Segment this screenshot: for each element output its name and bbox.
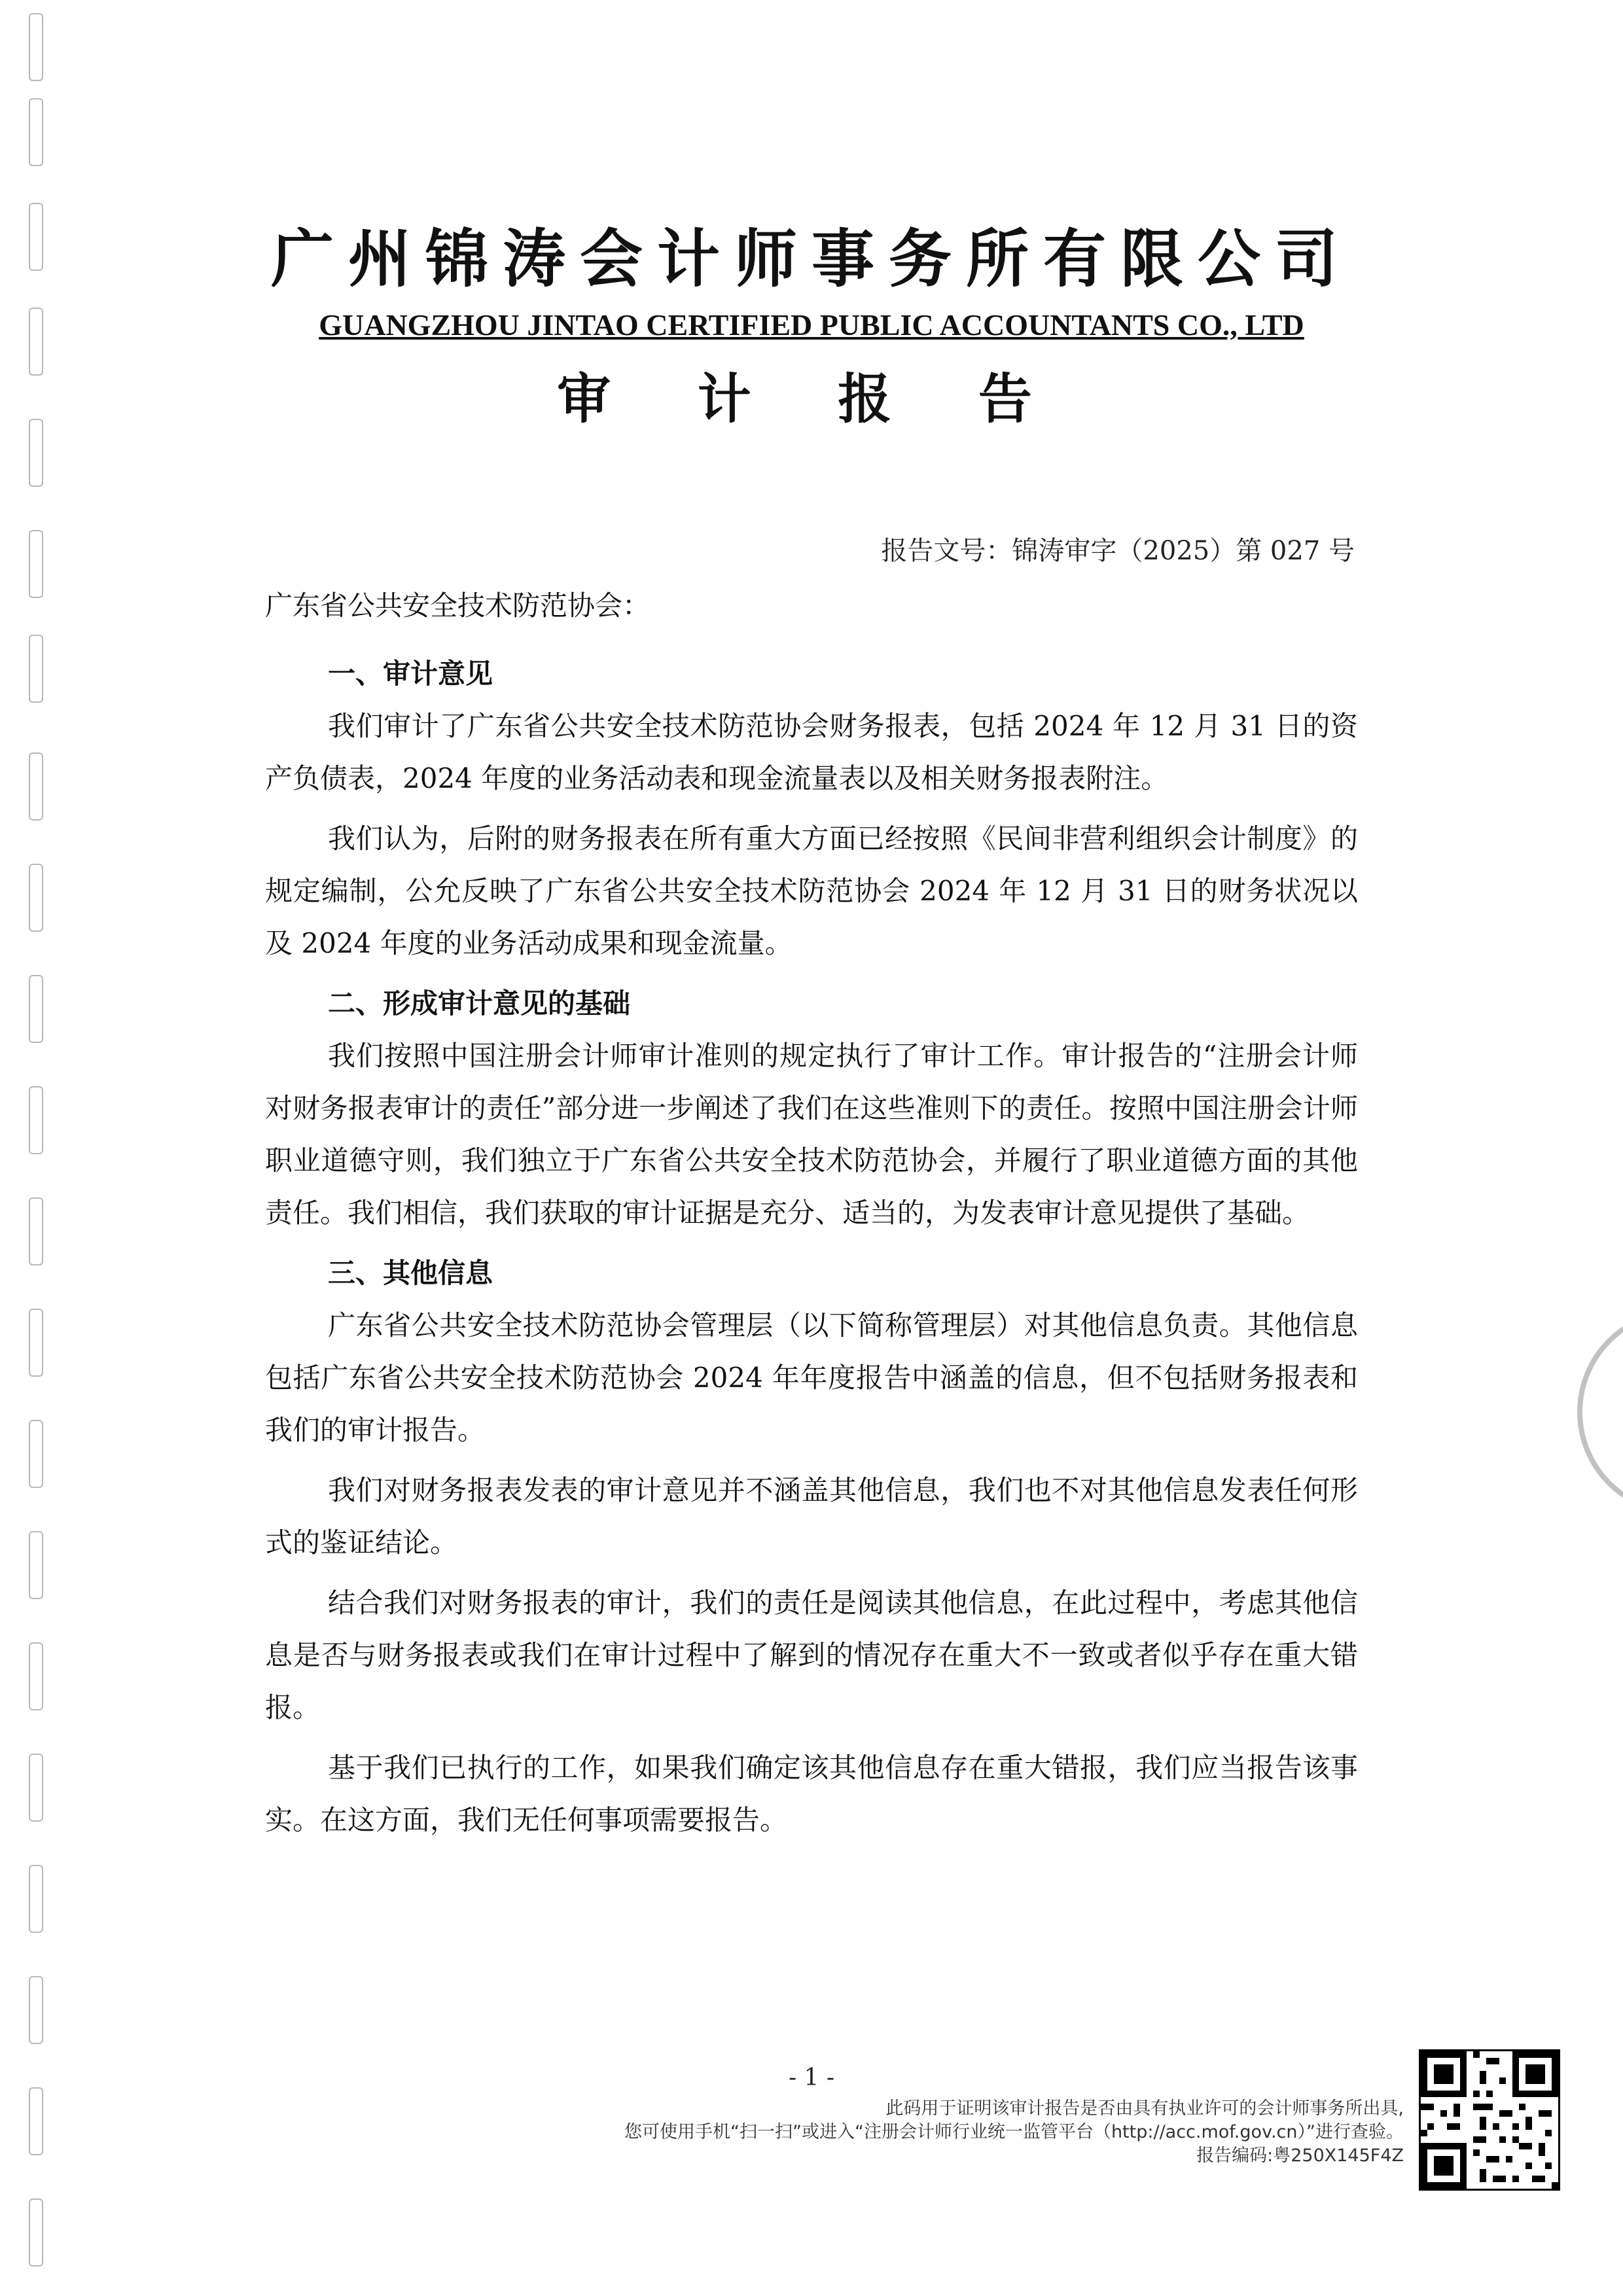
report-document-number: 报告文号：锦涛审字（2025）第 027 号 (881, 536, 1355, 566)
section-heading: 三、其他信息 (328, 1257, 493, 1289)
report-body (265, 648, 1358, 1854)
paragraph: 我们认为，后附的财务报表在所有重大方面已经按照《民间非营利组织会计制度》的规定编制，公允反映了广东省公共安全技术防范协会 2024 年 12 月 31 日的财务状况以及 2024 年度的业务活动成果和现金流量。 (265, 822, 1358, 959)
section-heading: 一、审计意见 (328, 658, 493, 690)
addressee: 广东省公共安全技术防范协会： (265, 590, 651, 622)
report-code: 报告编码:粤250X145F4Z (1196, 2146, 1404, 2166)
page-number: - 1 - (788, 2064, 835, 2091)
paragraph: 结合我们对财务报表的审计，我们的责任是阅读其他信息，在此过程中，考虑其他信息是否与财务报表或我们在审计过程中了解到的情况存在重大不一致或者似乎存在重大错报。 (265, 1587, 1358, 1723)
section-heading: 二、形成审计意见的基础 (328, 987, 631, 1019)
firm-name-english: GUANGZHOU JINTAO CERTIFIED PUBLIC ACCOUNTANTS CO., LTD (319, 308, 1304, 342)
paragraph: 我们按照中国注册会计师审计准则的规定执行了审计工作。审计报告的“注册会计师对财务报表审计的责任”部分进一步阐述了我们在这些准则下的责任。按照中国注册会计师职业道德守则，我们独立于广东省公共安全技术防范协会，并履行了职业道德方面的其他责任。我们相信，我们获取的审计证据是充分、适当的，为发表审计意见提供了基础。 (265, 1040, 1358, 1229)
verification-note (624, 2097, 1404, 2168)
paragraph: 基于我们已执行的工作，如果我们确定该其他信息存在重大错报，我们应当报告该事实。在这方面，我们无任何事项需要报告。 (265, 1752, 1358, 1836)
paragraph: 我们审计了广东省公共安全技术防范协会财务报表，包括 2024 年 12 月 31 日的资产负债表，2024 年度的业务活动表和现金流量表以及相关财务报表附注。 (265, 710, 1358, 794)
paragraph: 广东省公共安全技术防范协会管理层（以下简称管理层）对其他信息负责。其他信息包括广东省公共安全技术防范协会 2024 年年度报告中涵盖的信息，但不包括财务报表和我们的审计报告。 (265, 1309, 1358, 1446)
binding-hole-marks (24, 0, 50, 2296)
official-seal-stamp (1577, 1309, 1623, 1515)
report-title: 审 计 报 告 (557, 368, 1066, 431)
paragraph: 我们对财务报表发表的审计意见并不涵盖其他信息，我们也不对其他信息发表任何形式的鉴证结论。 (265, 1474, 1358, 1559)
verification-line: 此码用于证明该审计报告是否由具有执业许可的会计师事务所出具, (885, 2098, 1404, 2119)
verification-line: 您可使用手机“扫一扫”或进入“注册会计师行业统一监管平台（http://acc.mof.gov.cn）”进行查验。 (624, 2122, 1404, 2142)
qr-code-icon[interactable] (1419, 2049, 1560, 2191)
firm-name-chinese: 广州锦涛会计师事务所有限公司 (271, 222, 1352, 296)
